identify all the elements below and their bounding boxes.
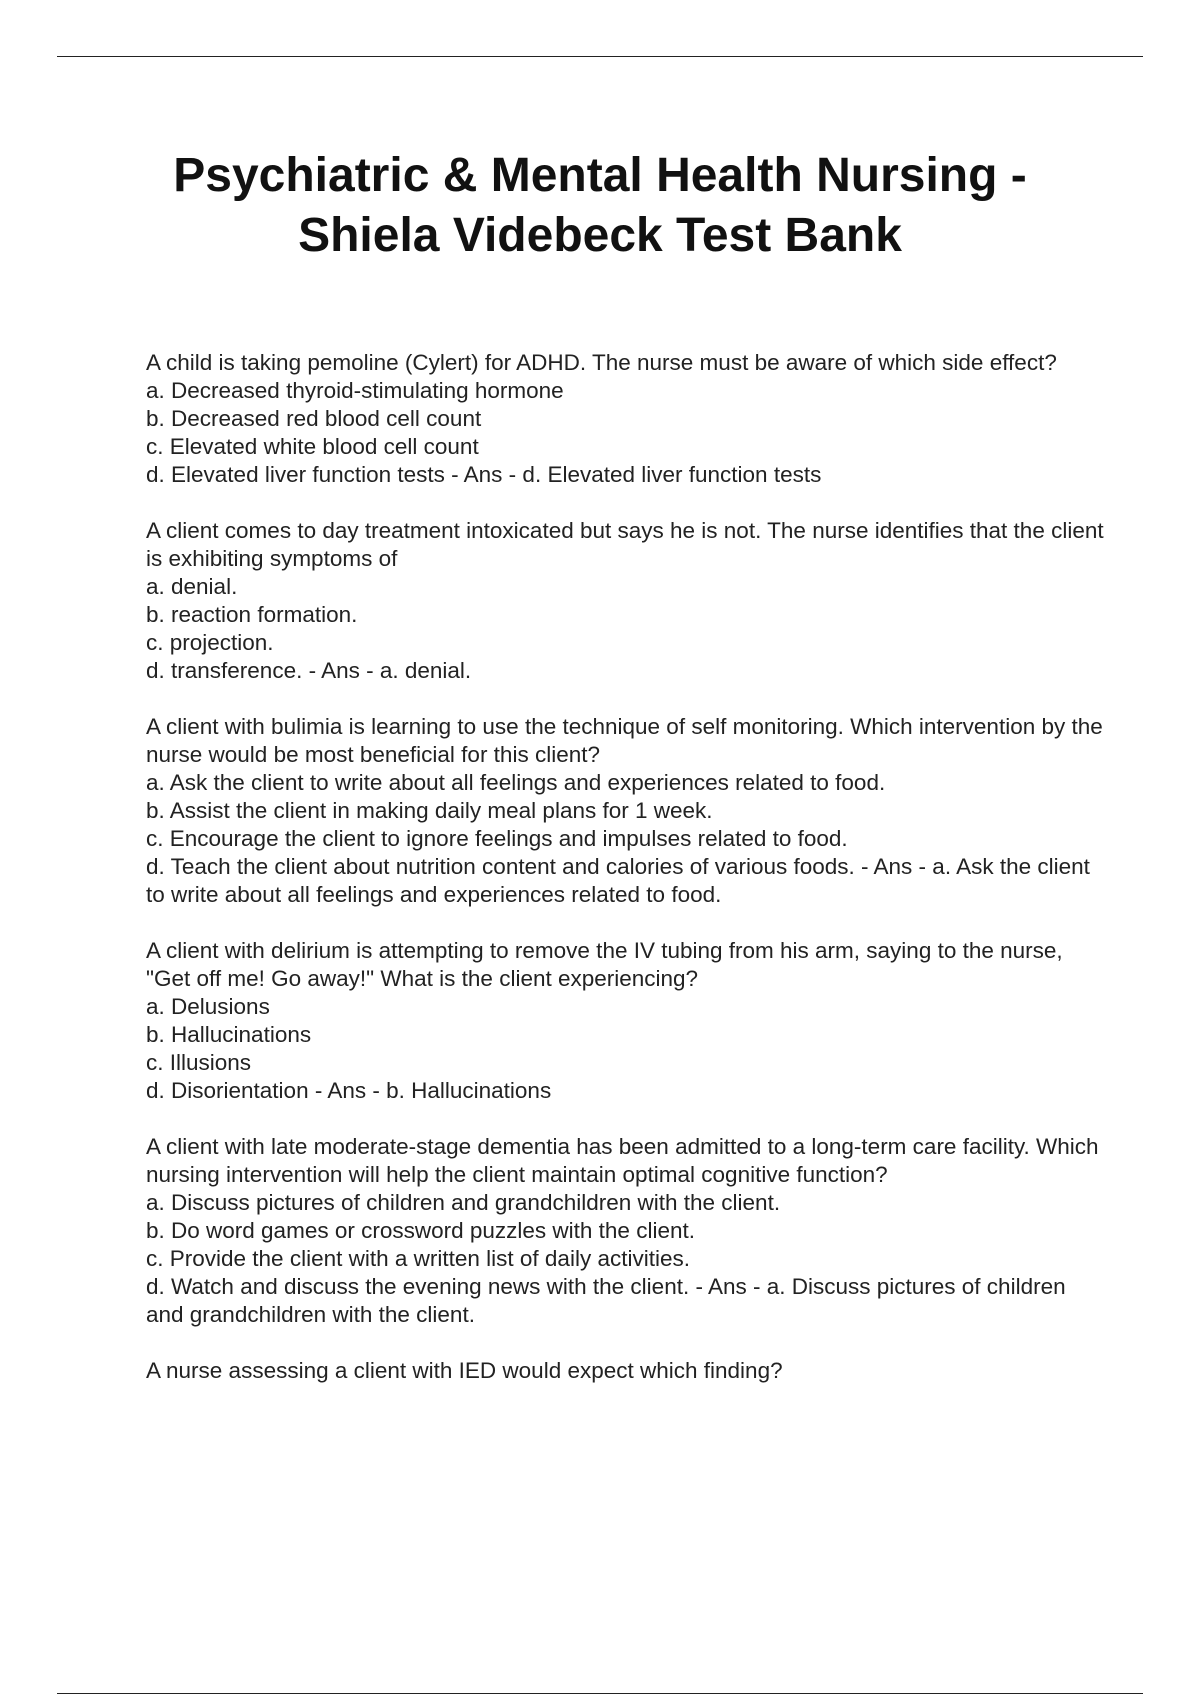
answer-option: b. Decreased red blood cell count xyxy=(146,406,482,431)
question-stem: A client with bulimia is learning to use the technique of self monitoring. Which intervention by the nurse would be most beneficial for this client? xyxy=(146,714,1103,767)
answer-option: a. denial. xyxy=(146,574,238,599)
answer-option: d. Watch and discuss the evening news with the client. - Ans - a. Discuss pictures of children and grandchildren with the client. xyxy=(146,1274,1066,1327)
answer-option: b. Assist the client in making daily meal plans for 1 week. xyxy=(146,798,713,823)
answer-option: b. Do word games or crossword puzzles with the client. xyxy=(146,1218,695,1243)
question-stem: A client with late moderate-stage dementia has been admitted to a long-term care facility. Which nursing intervention will help the client maintain optimal cognitive function? xyxy=(146,1134,1099,1187)
answer-option: a. Delusions xyxy=(146,994,270,1019)
question-stem: A nurse assessing a client with IED would expect which finding? xyxy=(146,1358,783,1383)
answer-option: b. reaction formation. xyxy=(146,602,358,627)
question-block xyxy=(146,517,1106,685)
bottom-rule xyxy=(57,1693,1143,1694)
answer-option: d. Teach the client about nutrition content and calories of various foods. - Ans - a. Ask the client to write about all feelings and experiences related to food. xyxy=(146,854,1090,907)
title-line-1: Psychiatric & Mental Health Nursing - xyxy=(173,149,1027,202)
title-line-2: Shiela Videbeck Test Bank xyxy=(298,209,902,262)
question-block xyxy=(146,1133,1106,1329)
answer-option: a. Discuss pictures of children and grandchildren with the client. xyxy=(146,1190,781,1215)
answer-option: d. transference. - Ans - a. denial. xyxy=(146,658,472,683)
answer-option: a. Ask the client to write about all feelings and experiences related to food. xyxy=(146,770,886,795)
answer-option: b. Hallucinations xyxy=(146,1022,312,1047)
answer-option: d. Disorientation - Ans - b. Hallucinations xyxy=(146,1078,552,1103)
question-block xyxy=(146,1357,1106,1385)
question-list xyxy=(146,349,1106,1413)
top-rule xyxy=(57,56,1143,57)
answer-option: c. Provide the client with a written list of daily activities. xyxy=(146,1246,690,1271)
answer-option: c. Encourage the client to ignore feelings and impulses related to food. xyxy=(146,826,848,851)
question-stem: A client with delirium is attempting to remove the IV tubing from his arm, saying to the nurse, "Get off me! Go away!" What is the client experiencing? xyxy=(146,938,1063,991)
answer-option: a. Decreased thyroid-stimulating hormone xyxy=(146,378,564,403)
answer-option: c. Illusions xyxy=(146,1050,252,1075)
question-block xyxy=(146,713,1106,909)
answer-option: c. Elevated white blood cell count xyxy=(146,434,479,459)
answer-option: d. Elevated liver function tests - Ans - d. Elevated liver function tests xyxy=(146,462,822,487)
question-block xyxy=(146,349,1106,489)
question-stem: A client comes to day treatment intoxicated but says he is not. The nurse identifies that the client is exhibiting symptoms of xyxy=(146,518,1104,571)
answer-option: c. projection. xyxy=(146,630,274,655)
question-block xyxy=(146,937,1106,1105)
document-title xyxy=(60,146,1140,266)
question-stem: A child is taking pemoline (Cylert) for ADHD. The nurse must be aware of which side effect? xyxy=(146,350,1057,375)
